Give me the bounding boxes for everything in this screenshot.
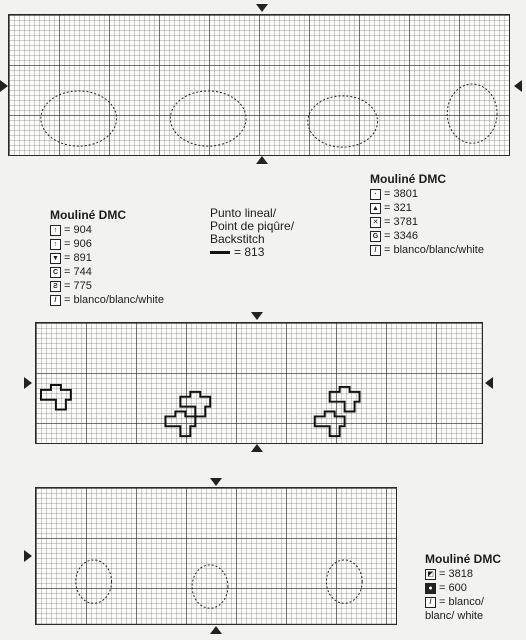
g-letter-icon: G	[370, 231, 381, 242]
legend-item: ↑ = 904	[50, 223, 164, 237]
slash-icon: /	[425, 597, 436, 608]
backstitch-item: = 813	[210, 246, 294, 259]
legend-item: ✕ = 3781	[370, 215, 484, 229]
side-marker-left-2	[24, 377, 32, 389]
legend-item: / = blanco/blanc/white	[50, 293, 164, 307]
legend-bottom-right	[425, 552, 501, 623]
backstitch-line-3: Backstitch	[210, 232, 265, 246]
legend-item: / = blanco/blanc/white	[370, 243, 484, 257]
arrow-up-small-icon: ↑	[50, 225, 61, 236]
center-marker-top-2	[251, 312, 263, 320]
center-marker-top-1	[256, 4, 268, 12]
side-marker-right-1	[514, 80, 522, 92]
c-letter-icon: C	[50, 267, 61, 278]
center-marker-bottom-1	[256, 156, 268, 164]
legend-item: ● = 600	[425, 581, 501, 595]
legend-item: / = blanco/	[425, 595, 501, 609]
side-marker-right-2	[485, 377, 493, 389]
legend-item: G = 3346	[370, 229, 484, 243]
legend-top-right	[370, 172, 484, 257]
chart-3-symbols	[36, 488, 396, 624]
legend-item: Ƨ = 775	[50, 279, 164, 293]
cross-stitch-chart-1	[8, 14, 510, 156]
legend-item: C = 744	[50, 265, 164, 279]
center-marker-top-3	[210, 478, 222, 486]
legend-item: ▲ = 321	[370, 201, 484, 215]
dotted-square-icon: ·	[370, 189, 381, 200]
cross-stitch-chart-2	[35, 322, 483, 444]
chart-2-symbols	[36, 323, 482, 443]
backstitch-line-1: Punto lineal/	[210, 206, 277, 220]
triangle-icon: ▲	[370, 203, 381, 214]
center-marker-bottom-3	[210, 626, 222, 634]
legend-item: ↑ = 906	[50, 237, 164, 251]
slash-icon: /	[50, 295, 61, 306]
half-filled-icon: ◩	[425, 569, 436, 580]
side-marker-left-3	[24, 550, 32, 562]
legend-title: Mouliné DMC	[425, 552, 501, 566]
center-marker-bottom-2	[251, 444, 263, 452]
backstitch-key	[210, 207, 294, 259]
letter-symbol-icon: Ƨ	[50, 281, 61, 292]
chart-1-symbols	[9, 15, 509, 155]
legend-item: · = 3801	[370, 187, 484, 201]
legend-item-trailing: blanc/ white	[425, 610, 484, 622]
slash-icon: /	[370, 245, 381, 256]
cross-stitch-chart-3	[35, 487, 397, 625]
side-marker-left-1	[0, 80, 8, 92]
legend-item: ▼ = 891	[50, 251, 164, 265]
legend-left	[50, 208, 164, 307]
legend-title: Mouliné DMC	[50, 208, 126, 222]
backstitch-line-2: Point de piqûre/	[210, 219, 295, 233]
triangle-down-icon: ▼	[50, 253, 61, 264]
backstitch-line-icon	[210, 251, 230, 254]
filled-dot-icon: ●	[425, 583, 436, 594]
legend-title: Mouliné DMC	[370, 172, 446, 186]
arrow-up-icon: ↑	[50, 239, 61, 250]
legend-item: ◩ = 3818	[425, 567, 501, 581]
x-mark-icon: ✕	[370, 217, 381, 228]
